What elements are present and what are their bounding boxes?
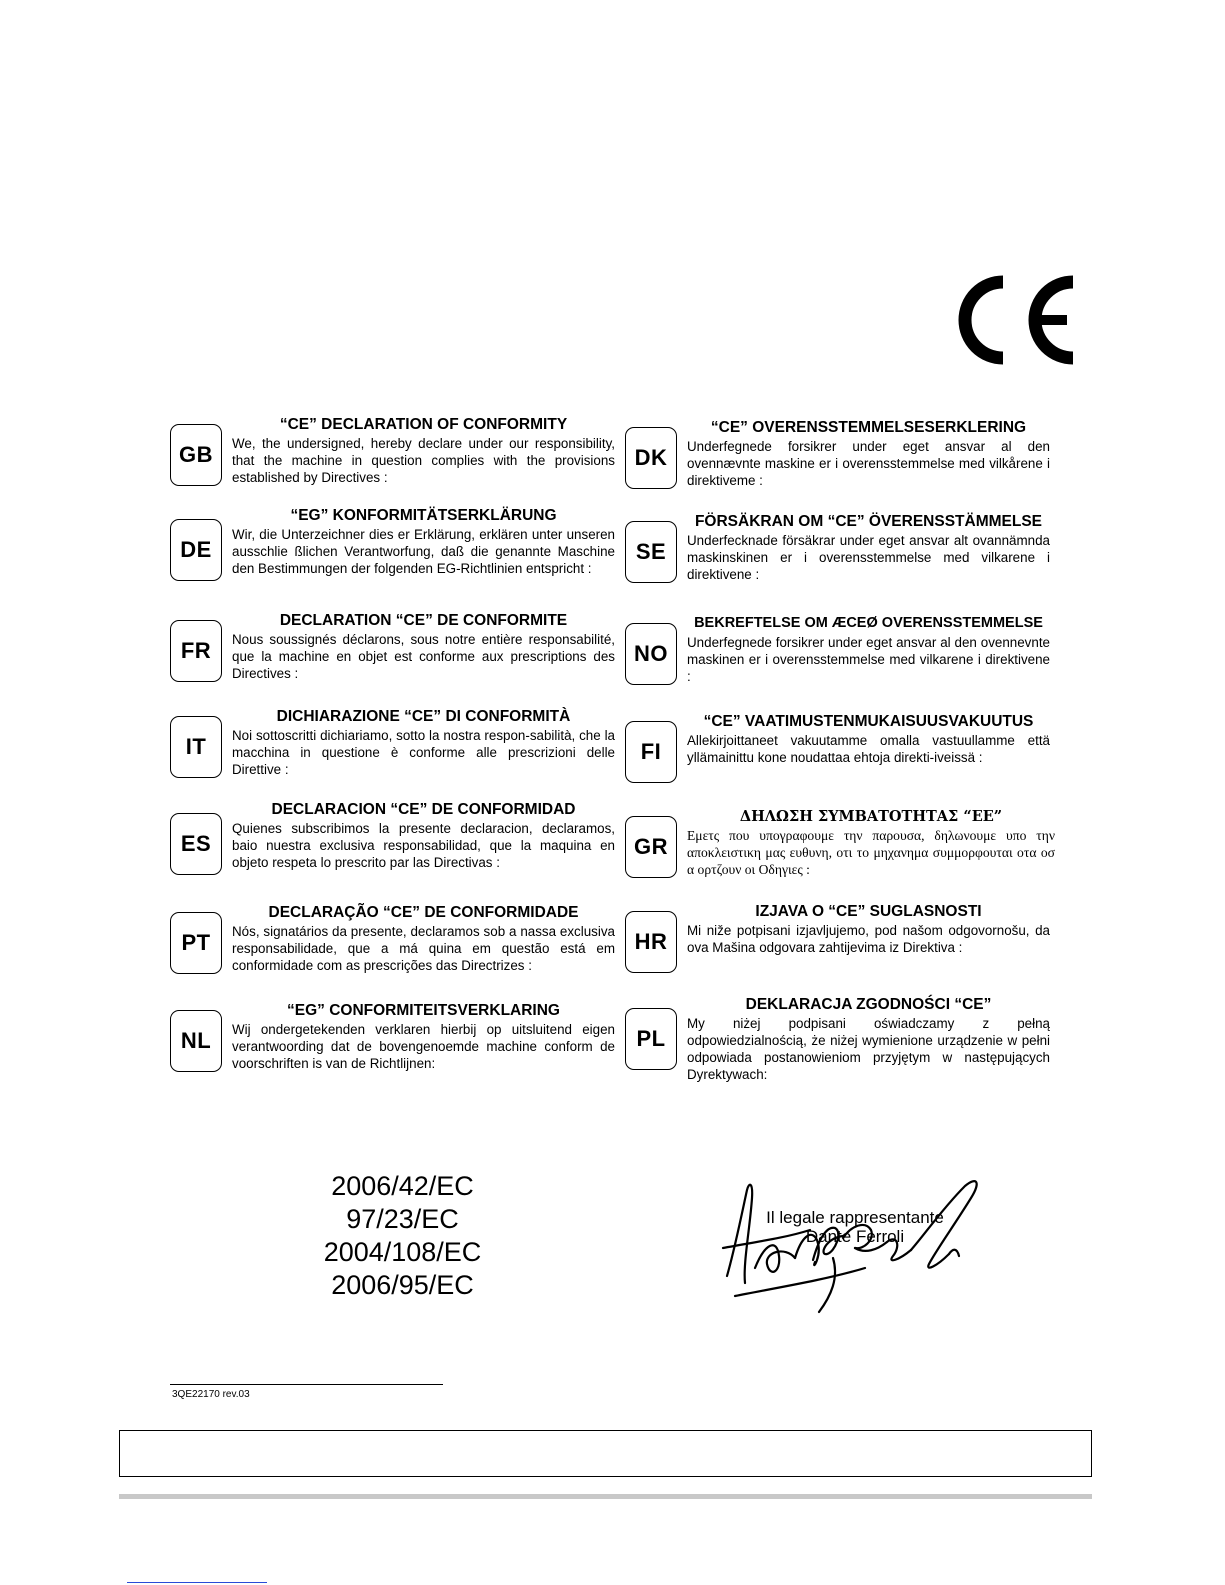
declaration-de [170,507,615,597]
language-code-badge: FI [625,721,677,783]
language-code-badge: HR [625,911,677,973]
declaration-gb [170,416,615,486]
directive-item: 97/23/EC [346,1204,459,1234]
declaration-text: Εμετς που υπογραφουμε την παρουσα, δηλωνουμε υπο την αποκλειστικη μας ευθυνη, οτι το μηχανημα συμμορφουται οτα οσ α ορτζουν οι Οδηγιες : [687,828,1055,877]
footer-box [119,1430,1092,1477]
signature-block [715,1168,1005,1318]
language-code-badge: IT [170,716,222,778]
declaration-nl [170,1002,615,1072]
declaration-hr [625,903,1050,973]
declaration-title: DECLARATION “CE” DE CONFORMITE [279,612,568,629]
declaration-title: FÖRSÄKRAN OM “CE” ÖVERENSSTÄMMELSE [694,513,1043,530]
declaration-no [625,615,1050,685]
declaration-text: Allekirjoittaneet vakuutamme omalla vastuullamme että yllämainittu kone noudattaa ehtoja direkti-iveissä : [687,733,1050,765]
bottom-link-underline [127,1582,267,1583]
declaration-text: We, the undersigned, hereby declare under our responsibility, that the machine in question complies with the provisions established by Directives : [232,436,615,485]
directive-item: 2004/108/EC [323,1237,482,1267]
language-code-badge: GR [625,816,677,878]
language-code-badge: GB [170,424,222,486]
declaration-it [170,708,615,778]
declaration-se [625,513,1050,583]
declaration-title: DICHIARAZIONE “CE” DI CONFORMITÀ [276,708,571,725]
declaration-title: ΔΗΛΩΣΗ ΣΥΜΒΑΤΟΤΗΤΑΣ “ΕΕ” [739,808,1003,825]
declaration-pl [625,996,1050,1086]
footer-bar [119,1494,1092,1499]
language-code-badge: PL [625,1008,677,1070]
declaration-title: “CE” OVERENSSTEMMELSESERKLERING [710,419,1027,436]
declaration-pt [170,904,615,994]
directives-list [290,1170,515,1302]
language-code-badge: DE [170,519,222,581]
declaration-text: My niżej podpisani oświadczamy z pełną odpowiedzialnością, że niżej wymienione urządzenie w pełni odpowiada postanowieniom przyjętym w następujących Dyrektywach: [687,1016,1050,1082]
language-code-badge: DK [625,427,677,489]
ce-mark-icon [945,272,1080,367]
document-code: 3QE22170 rev.03 [172,1389,250,1400]
language-code-badge: ES [170,813,222,875]
language-code-badge: SE [625,521,677,583]
declaration-fi [625,713,1050,783]
declaration-text: Wij ondergetekenden verklaren hierbij op uitsluitend eigen verantwoording dat de bovengenoemde machine conform de voorschriften is van de Richtlijnen: [232,1022,615,1071]
directive-item: 2006/95/EC [331,1270,474,1300]
declaration-text: Underfecknade försäkrar under eget ansvar alt ovannämnda maskinskinen er i overensstemmelse med vilkarene i direktivene : [687,533,1050,582]
declaration-text: Noi sottoscritti dichiariamo, sotto la nostra respon-sabilità, che la macchina in questione è conforme alle prescrizioni delle Direttive : [232,728,615,777]
directive-item: 2006/42/EC [331,1171,474,1201]
declaration-title: “CE” DECLARATION OF CONFORMITY [279,416,568,433]
declaration-text: Quienes subscribimos la presente declaracion, declaramos, baio nuestra exclusiva responsabilidad, que la maquina en objeto respeta lo prescrito par las Directivas : [232,821,615,870]
declaration-text: Underfegnede forsikrer under eget ansvar al den ovennevnte maskinen er i overensstemmelse med vilkarene i direktivene : [687,635,1050,684]
declaration-gr [625,808,1055,878]
declaration-text: Mi niže potpisani izjavljujemo, pod našom odgovornošu, da ova Mašina odgovara zahtijevima iz Direktiva : [687,923,1050,955]
declaration-text: Nous soussignés déclarons, sous notre entière responsabilité, que la machine en objet est conforme aux prescriptions des Directives : [232,632,615,681]
language-code-badge: FR [170,620,222,682]
declaration-fr [170,612,615,682]
language-code-badge: NL [170,1010,222,1072]
language-code-badge: PT [170,912,222,974]
declaration-title: DECLARAÇÃO “CE” DE CONFORMIDADE [268,904,579,921]
declaration-text: Wir, die Unterzeichner dies er Erklärung, erklären unter unseren ausschlie ßlichen Verantworfung, daß die genannte Maschine den Bestimmungen der folgenden EG-Richtlinien entspricht : [232,527,615,576]
footnote-divider [170,1384,443,1385]
handwritten-signature [715,1168,1005,1318]
declaration-title: BEKREFTELSE OM ÆCEØ OVERENSSTEMMELSE [694,615,1043,631]
declaration-title: IZJAVA O “CE” SUGLASNOSTI [755,903,982,920]
signatory-name: Dante Ferroli [805,1227,905,1246]
declaration-text: Underfegnede forsikrer under eget ansvar al den ovennævnte maskine er i overensstemmelse med vilkårene i direktiveme : [687,439,1050,488]
declaration-title: DECLARACION “CE” DE CONFORMIDAD [271,801,576,818]
declaration-title: “EG” CONFORMITEITSVERKLARING [287,1002,560,1019]
declaration-title: “CE” VAATIMUSTENMUKAISUUSVAKUUTUS [703,713,1034,730]
declaration-dk [625,419,1050,489]
declaration-title: “EG” KONFORMITÄTSERKLÄRUNG [290,507,557,524]
language-code-badge: NO [625,623,677,685]
declaration-title: DEKLARACJA ZGODNOŚCI “CE” [745,996,992,1013]
signatory-role: Il legale rappresentante [766,1208,944,1227]
declaration-es [170,801,615,891]
declaration-text: Nós, signatários da presente, declaramos sob a nassa exclusiva responsabilidade, que a má quina em questão está em conformidade com as prescrições das Directrizes : [232,924,615,973]
